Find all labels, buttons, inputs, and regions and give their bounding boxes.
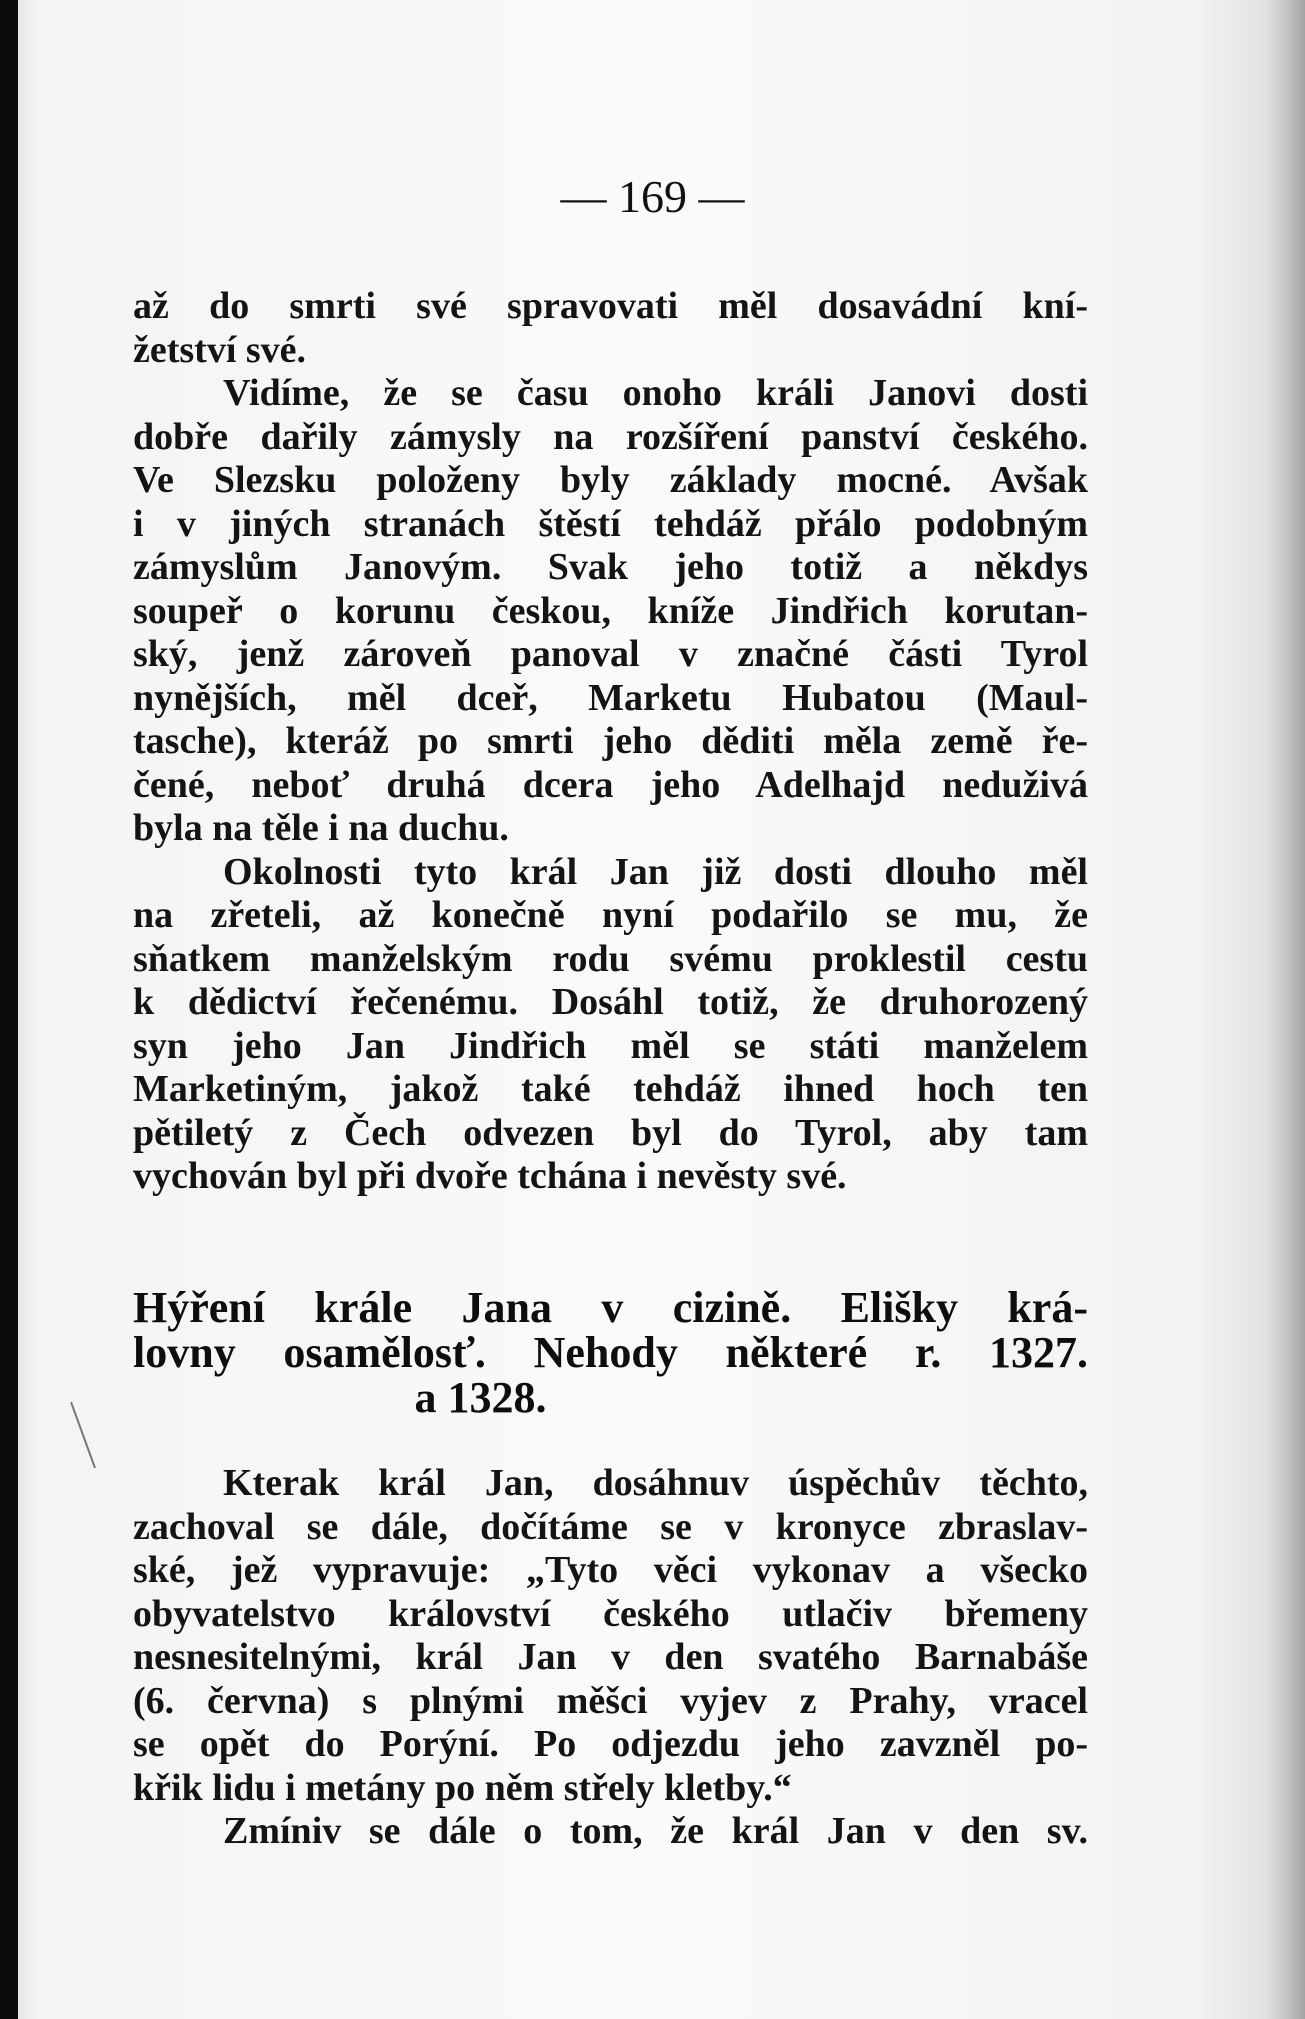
page-edge-shadow xyxy=(1265,0,1305,2019)
text-line: Zmíniv se dále o tom, že král Jan v den sv. xyxy=(223,1810,1088,1852)
text-line: ské, jež vypravuje: „Tyto věci vykonav a všecko xyxy=(133,1549,1088,1591)
text-line: Vidíme, že se času onoho králi Janovi dosti xyxy=(223,372,1088,414)
page-binding-edge xyxy=(0,0,18,2019)
text-line: dobře dařily zámysly na rozšíření panství českého. xyxy=(133,415,1088,458)
page-number: — 169 — xyxy=(560,171,745,222)
heading-line: Hýření krále Jana v cizině. Elišky krá- xyxy=(133,1283,1088,1332)
paragraph-block-2 xyxy=(133,1462,1088,1854)
text-line: se opět do Porýní. Po odjezdu jeho zavzněl po- xyxy=(133,1723,1088,1765)
text-line: Marketiným, jakož také tehdáž ihned hoch ten xyxy=(133,1068,1088,1110)
chapter-heading xyxy=(133,1285,1088,1420)
text-line: zachoval se dále, dočítáme se v kronyce zbraslav- xyxy=(133,1505,1088,1548)
text-line: syn jeho Jan Jindřich měl se státi manželem xyxy=(133,1024,1088,1067)
text-line: nesnesitelnými, král Jan v den svatého Barnabáše xyxy=(133,1636,1088,1678)
text-line: i v jiných stranách štěstí tehdáž přálo podobným xyxy=(133,502,1088,545)
text-line: obyvatelstvo království českého utlačiv břemeny xyxy=(133,1592,1088,1635)
text-line: na zřeteli, až konečně nyní podařilo se mu, že xyxy=(133,894,1088,936)
text-line: žetství své. xyxy=(133,328,307,371)
text-line: nynějších, měl dceř, Marketu Hubatou (Maul- xyxy=(133,676,1088,719)
text-line: k dědictví řečenému. Dosáhl totiž, že druhorozený xyxy=(133,981,1088,1023)
text-line: ský, jenž zároveň panoval v značné části Tyrol xyxy=(133,633,1088,675)
text-line: (6. června) s plnými měšci vyjev z Prahy, vracel xyxy=(133,1679,1088,1722)
text-line: Kterak král Jan, dosáhnuv úspěchův těchto, xyxy=(223,1462,1088,1504)
text-line: zámyslům Janovým. Svak jeho totiž a někdys xyxy=(133,546,1088,588)
text-line: Okolnosti tyto král Jan již dosti dlouho měl xyxy=(223,850,1088,893)
text-line: byla na těle i na duchu. xyxy=(133,807,509,849)
text-line: Ve Slezsku položeny byly základy mocné. Avšak xyxy=(133,459,1088,501)
text-line: soupeř o korunu českou, kníže Jindřich korutan- xyxy=(133,589,1088,632)
text-line: pětiletý z Čech odvezen byl do Tyrol, aby tam xyxy=(133,1111,1088,1154)
heading-line: a 1328. xyxy=(414,1373,547,1422)
text-line: až do smrti své spravovati měl dosavádní kní- xyxy=(133,285,1088,327)
scan-mark xyxy=(70,1402,96,1468)
text-line: tasche), kteráž po smrti jeho děditi měla země ře- xyxy=(133,720,1088,762)
text-line: vychován byl při dvoře tchána i nevěsty své. xyxy=(133,1155,847,1197)
heading-line: lovny osamělosť. Nehody některé r. 1327. xyxy=(133,1328,1088,1377)
paragraph-block-1 xyxy=(133,285,1088,1199)
text-line: čené, neboť druhá dcera jeho Adelhajd neduživá xyxy=(133,763,1088,806)
text-line: sňatkem manželským rodu svému proklestil cestu xyxy=(133,937,1088,980)
text-line: křik lidu i metány po něm střely kletby.“ xyxy=(133,1766,792,1809)
